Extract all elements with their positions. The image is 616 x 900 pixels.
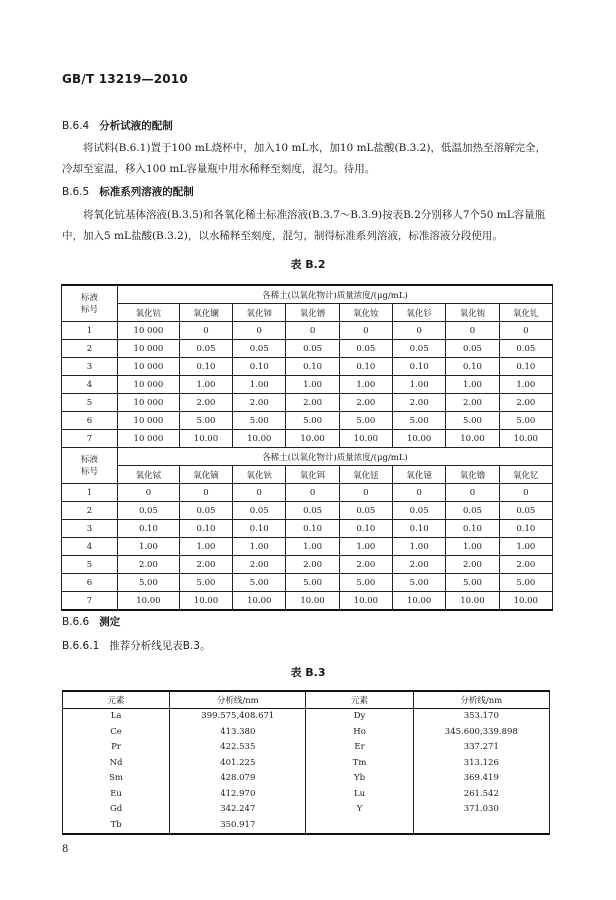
column-header-cell: 氧化镨 xyxy=(286,304,339,322)
table-cell: 2 xyxy=(62,502,118,520)
table-cell: 10.00 xyxy=(499,592,552,611)
table-cell: 1.00 xyxy=(179,538,232,556)
table-row xyxy=(62,502,553,520)
table-cell: 1.00 xyxy=(499,376,552,394)
table-row xyxy=(63,755,550,771)
table-cell: 5.00 xyxy=(286,574,339,592)
table-b2 xyxy=(61,284,553,611)
table-row xyxy=(62,358,553,376)
table-cell: 2.00 xyxy=(339,556,392,574)
table-cell: 10 000 xyxy=(118,322,180,340)
table-cell: 399.575,408.671 xyxy=(170,708,306,724)
table-cell: 5.00 xyxy=(499,412,552,430)
table-b3 xyxy=(62,690,550,835)
table-cell: 5.00 xyxy=(446,574,499,592)
table-cell: 0.05 xyxy=(233,502,286,520)
table-cell: 1.00 xyxy=(339,538,392,556)
table-cell: 0 xyxy=(339,484,392,502)
table-cell: 6 xyxy=(62,412,118,430)
table-b2-caption: 表 B.2 xyxy=(290,258,326,271)
table-row xyxy=(63,740,550,756)
column-header-cell: 氧化钪 xyxy=(118,304,180,322)
table-cell: 0.10 xyxy=(179,520,232,538)
section-b64-text: 将试料(B.6.1)置于100 mL烧杯中，加入10 mL水，加10 mL盐酸(B.3.2)，低温加热至溶解完全，冷却至室温，移入100 mL容量瓶中用水稀释至刻度，混匀。待用。 xyxy=(62,142,546,175)
table-cell: 0.10 xyxy=(446,358,499,376)
table-row xyxy=(63,724,550,740)
span-header-cell: 各稀土(以氧化物计)质量浓度/(μg/mL) xyxy=(118,285,553,304)
table-cell: Er xyxy=(306,740,413,756)
table-b2-column-row xyxy=(62,304,553,322)
table-cell: 422.535 xyxy=(170,740,306,756)
table-b3-header-row xyxy=(63,691,550,708)
table-cell: 2.00 xyxy=(393,394,446,412)
table-cell: 10.00 xyxy=(339,592,392,611)
column-header-cell: 氧化镱 xyxy=(393,466,446,484)
table-cell: Ce xyxy=(63,724,170,740)
table-cell: 2.00 xyxy=(179,556,232,574)
table-cell: 5.00 xyxy=(499,574,552,592)
table-row xyxy=(62,412,553,430)
table-cell: 1.00 xyxy=(286,376,339,394)
table-row xyxy=(62,376,553,394)
standard-code: GB/T 13219—2010 xyxy=(62,72,188,86)
table-cell: 10 000 xyxy=(118,340,180,358)
table-cell: 1.00 xyxy=(446,538,499,556)
table-cell: 0.05 xyxy=(393,502,446,520)
table-cell: 0 xyxy=(499,322,552,340)
table-cell: 337.271 xyxy=(413,740,549,756)
table-cell: 10.00 xyxy=(393,592,446,611)
table-cell: Sm xyxy=(63,771,170,787)
table-cell: 0.10 xyxy=(286,358,339,376)
table-cell: 10.00 xyxy=(339,430,392,448)
table-cell: 0 xyxy=(233,322,286,340)
table-row xyxy=(63,708,550,724)
section-number: B.6.6.1 xyxy=(62,640,100,652)
table-row xyxy=(62,592,553,611)
table-cell: 2.00 xyxy=(233,556,286,574)
section-number: B.6.6 xyxy=(62,616,90,628)
table-cell: Dy xyxy=(306,708,413,724)
table-cell: 0.05 xyxy=(499,340,552,358)
table-cell: 0.05 xyxy=(233,340,286,358)
section-title: 测定 xyxy=(99,616,121,628)
table-cell: 2.00 xyxy=(233,394,286,412)
table-cell: 0.10 xyxy=(179,358,232,376)
table-cell: 0.05 xyxy=(339,340,392,358)
table-cell: 0.05 xyxy=(286,340,339,358)
table-cell: 2.00 xyxy=(446,556,499,574)
table-cell: 0 xyxy=(446,484,499,502)
table-row xyxy=(63,771,550,787)
table-cell: 5 xyxy=(62,556,118,574)
table-cell: 0 xyxy=(233,484,286,502)
table-cell: 1.00 xyxy=(179,376,232,394)
table-cell: 1.00 xyxy=(393,538,446,556)
table-row xyxy=(62,394,553,412)
table-cell: 0.10 xyxy=(339,520,392,538)
table-cell: 0 xyxy=(339,322,392,340)
table-cell: 0.05 xyxy=(499,502,552,520)
column-header-cell: 氧化铒 xyxy=(286,466,339,484)
table-cell: 1.00 xyxy=(339,376,392,394)
table-cell: 369.419 xyxy=(413,771,549,787)
table-cell: 10.00 xyxy=(179,592,232,611)
table-cell: 353.170 xyxy=(413,708,549,724)
table-cell: 0.05 xyxy=(339,502,392,520)
table-cell: 2.00 xyxy=(339,394,392,412)
section-b661-line xyxy=(62,638,211,653)
table-cell: 10.00 xyxy=(446,592,499,611)
table-cell: 5.00 xyxy=(446,412,499,430)
table-cell: Nd xyxy=(63,755,170,771)
table-cell: 2.00 xyxy=(499,556,552,574)
table-cell: 0.05 xyxy=(179,340,232,358)
table-cell: 313.126 xyxy=(413,755,549,771)
table-cell: 10 000 xyxy=(118,358,180,376)
table-cell: Ho xyxy=(306,724,413,740)
table-cell: 10.00 xyxy=(286,592,339,611)
column-header-cell: 氧化铈 xyxy=(233,304,286,322)
table-cell: 0.05 xyxy=(179,502,232,520)
table-cell: 7 xyxy=(62,592,118,611)
table-cell: 1.00 xyxy=(446,376,499,394)
table-cell: 0.05 xyxy=(393,340,446,358)
table-cell: 0.10 xyxy=(446,520,499,538)
table-cell: 0.10 xyxy=(339,358,392,376)
table-cell: 10 000 xyxy=(118,430,180,448)
table-cell: 5.00 xyxy=(393,412,446,430)
table-row xyxy=(63,786,550,802)
column-header-cell: 氧化钆 xyxy=(499,304,552,322)
table-cell: 10 000 xyxy=(118,394,180,412)
table-cell: 0 xyxy=(499,484,552,502)
table-cell: 5 xyxy=(62,394,118,412)
table-cell: 428.079 xyxy=(170,771,306,787)
table-cell: 2 xyxy=(62,340,118,358)
table-cell: 2.00 xyxy=(118,556,180,574)
table-cell: 0.10 xyxy=(233,358,286,376)
table-cell: 3 xyxy=(62,520,118,538)
table-cell: 1.00 xyxy=(393,376,446,394)
column-header-cell: 分析线/nm xyxy=(170,691,306,708)
table-b2-column-row xyxy=(62,466,553,484)
table-cell: 10.00 xyxy=(499,430,552,448)
column-header-cell: 氧化镝 xyxy=(179,466,232,484)
table-cell: 2.00 xyxy=(393,556,446,574)
column-header-cell: 氧化镧 xyxy=(179,304,232,322)
table-cell: Gd xyxy=(63,802,170,818)
table-cell: 5.00 xyxy=(339,412,392,430)
table-cell: Y xyxy=(306,802,413,818)
table-cell: 371.030 xyxy=(413,802,549,818)
table-cell: 5.00 xyxy=(179,574,232,592)
table-cell: 345.600,339.898 xyxy=(413,724,549,740)
table-cell xyxy=(306,817,413,834)
column-header-cell: 氧化钕 xyxy=(339,304,392,322)
page-number: 8 xyxy=(62,844,69,855)
column-header-cell: 氧化钐 xyxy=(393,304,446,322)
label-header-cell xyxy=(62,448,118,484)
table-cell: 2.00 xyxy=(499,394,552,412)
table-cell: 350.917 xyxy=(170,817,306,834)
table-cell: 413.380 xyxy=(170,724,306,740)
column-header-cell: 氧化铕 xyxy=(446,304,499,322)
table-cell: 10 000 xyxy=(118,376,180,394)
table-cell: 7 xyxy=(62,430,118,448)
table-cell: 10.00 xyxy=(118,592,180,611)
section-number: B.6.4 xyxy=(62,120,90,132)
table-cell: 5.00 xyxy=(118,574,180,592)
column-header-cell: 氧化铥 xyxy=(339,466,392,484)
table-cell: 10.00 xyxy=(446,430,499,448)
section-title: 分析试液的配制 xyxy=(99,120,173,132)
table-cell: 0.10 xyxy=(499,520,552,538)
table-cell: 6 xyxy=(62,574,118,592)
table-row xyxy=(62,430,553,448)
table-row xyxy=(62,574,553,592)
table-cell: 10 000 xyxy=(118,412,180,430)
table-b2-header-row xyxy=(62,285,553,304)
table-cell: 10.00 xyxy=(393,430,446,448)
table-cell: 0.10 xyxy=(499,358,552,376)
table-cell: 5.00 xyxy=(233,574,286,592)
table-cell: 0.05 xyxy=(118,502,180,520)
table-cell: 10.00 xyxy=(179,430,232,448)
table-cell: Yb xyxy=(306,771,413,787)
table-row xyxy=(62,556,553,574)
label-line: 标液 xyxy=(80,292,98,303)
table-cell: 4 xyxy=(62,376,118,394)
section-text: 推荐分析线见表B.3。 xyxy=(109,640,211,652)
label-line: 标液 xyxy=(80,454,98,465)
table-cell: 5.00 xyxy=(179,412,232,430)
table-cell: 0 xyxy=(286,322,339,340)
table-cell: Tb xyxy=(63,817,170,834)
table-cell: Tm xyxy=(306,755,413,771)
table-cell: 0.10 xyxy=(118,520,180,538)
table-row xyxy=(62,484,553,502)
table-cell: La xyxy=(63,708,170,724)
table-cell: 5.00 xyxy=(286,412,339,430)
column-header-cell: 元素 xyxy=(63,691,170,708)
table-cell: 0 xyxy=(179,322,232,340)
table-cell: Eu xyxy=(63,786,170,802)
label-line: 标号 xyxy=(80,466,98,477)
column-header-cell: 氧化镥 xyxy=(446,466,499,484)
table-cell: 2.00 xyxy=(179,394,232,412)
table-row xyxy=(62,340,553,358)
table-cell: 10.00 xyxy=(233,592,286,611)
table-cell: 1.00 xyxy=(233,538,286,556)
column-header-cell: 氧化铽 xyxy=(118,466,180,484)
table-cell: 0.10 xyxy=(286,520,339,538)
table-cell: 0.05 xyxy=(446,502,499,520)
column-header-cell: 分析线/nm xyxy=(413,691,549,708)
table-row xyxy=(62,520,553,538)
column-header-cell: 氧化钇 xyxy=(499,466,552,484)
table-cell: 10.00 xyxy=(233,430,286,448)
label-header-cell xyxy=(62,285,118,322)
table-cell: 401.225 xyxy=(170,755,306,771)
table-cell: 0.10 xyxy=(233,520,286,538)
table-cell: 2.00 xyxy=(446,394,499,412)
table-cell: 0.05 xyxy=(446,340,499,358)
section-b64-heading xyxy=(62,118,173,133)
column-header-cell: 元素 xyxy=(306,691,413,708)
table-cell: 0 xyxy=(286,484,339,502)
table-cell: 1.00 xyxy=(233,376,286,394)
table-cell: 0 xyxy=(446,322,499,340)
table-cell: 0 xyxy=(179,484,232,502)
table-cell: 0.10 xyxy=(393,520,446,538)
table-cell: 10.00 xyxy=(286,430,339,448)
table-cell: 1.00 xyxy=(286,538,339,556)
table-b3-caption: 表 B.3 xyxy=(290,666,326,679)
section-title: 标准系列溶液的配制 xyxy=(99,186,194,198)
section-b65-text: 将氧化钪基体溶液(B.3.5)和各氧化稀土标准溶液(B.3.7～B.3.9)按表B.2分别移人7个50 mL容量瓶中，加入5 mL盐酸(B.3.2)，以水稀释至刻度，混匀，制得标准系列溶液，标准溶液分段使用。 xyxy=(62,209,546,242)
table-cell: 5.00 xyxy=(233,412,286,430)
table-cell: 1.00 xyxy=(118,538,180,556)
table-row xyxy=(62,322,553,340)
table-cell: Pr xyxy=(63,740,170,756)
table-cell: 4 xyxy=(62,538,118,556)
table-row xyxy=(63,817,550,834)
span-header-cell: 各稀土(以氧化物计)质量浓度/(μg/mL) xyxy=(118,448,553,466)
table-cell: 1.00 xyxy=(499,538,552,556)
table-cell: 0 xyxy=(393,322,446,340)
table-cell: 2.00 xyxy=(286,394,339,412)
table-cell: 2.00 xyxy=(286,556,339,574)
table-cell: 261.542 xyxy=(413,786,549,802)
table-cell: 0 xyxy=(393,484,446,502)
table-row xyxy=(63,802,550,818)
section-b65-heading xyxy=(62,184,194,199)
table-row xyxy=(62,538,553,556)
table-cell: 1 xyxy=(62,322,118,340)
table-cell: 412.970 xyxy=(170,786,306,802)
column-header-cell: 氧化钬 xyxy=(233,466,286,484)
table-cell: 342.247 xyxy=(170,802,306,818)
table-cell: 1 xyxy=(62,484,118,502)
label-line: 标号 xyxy=(80,304,98,315)
table-cell: 0.10 xyxy=(393,358,446,376)
section-b66-heading xyxy=(62,614,120,629)
table-b2-header-row xyxy=(62,448,553,466)
table-cell: 3 xyxy=(62,358,118,376)
table-cell: Lu xyxy=(306,786,413,802)
table-cell xyxy=(413,817,549,834)
table-cell: 0 xyxy=(118,484,180,502)
table-cell: 5.00 xyxy=(339,574,392,592)
table-cell: 0.05 xyxy=(286,502,339,520)
table-cell: 5.00 xyxy=(393,574,446,592)
section-number: B.6.5 xyxy=(62,186,90,198)
